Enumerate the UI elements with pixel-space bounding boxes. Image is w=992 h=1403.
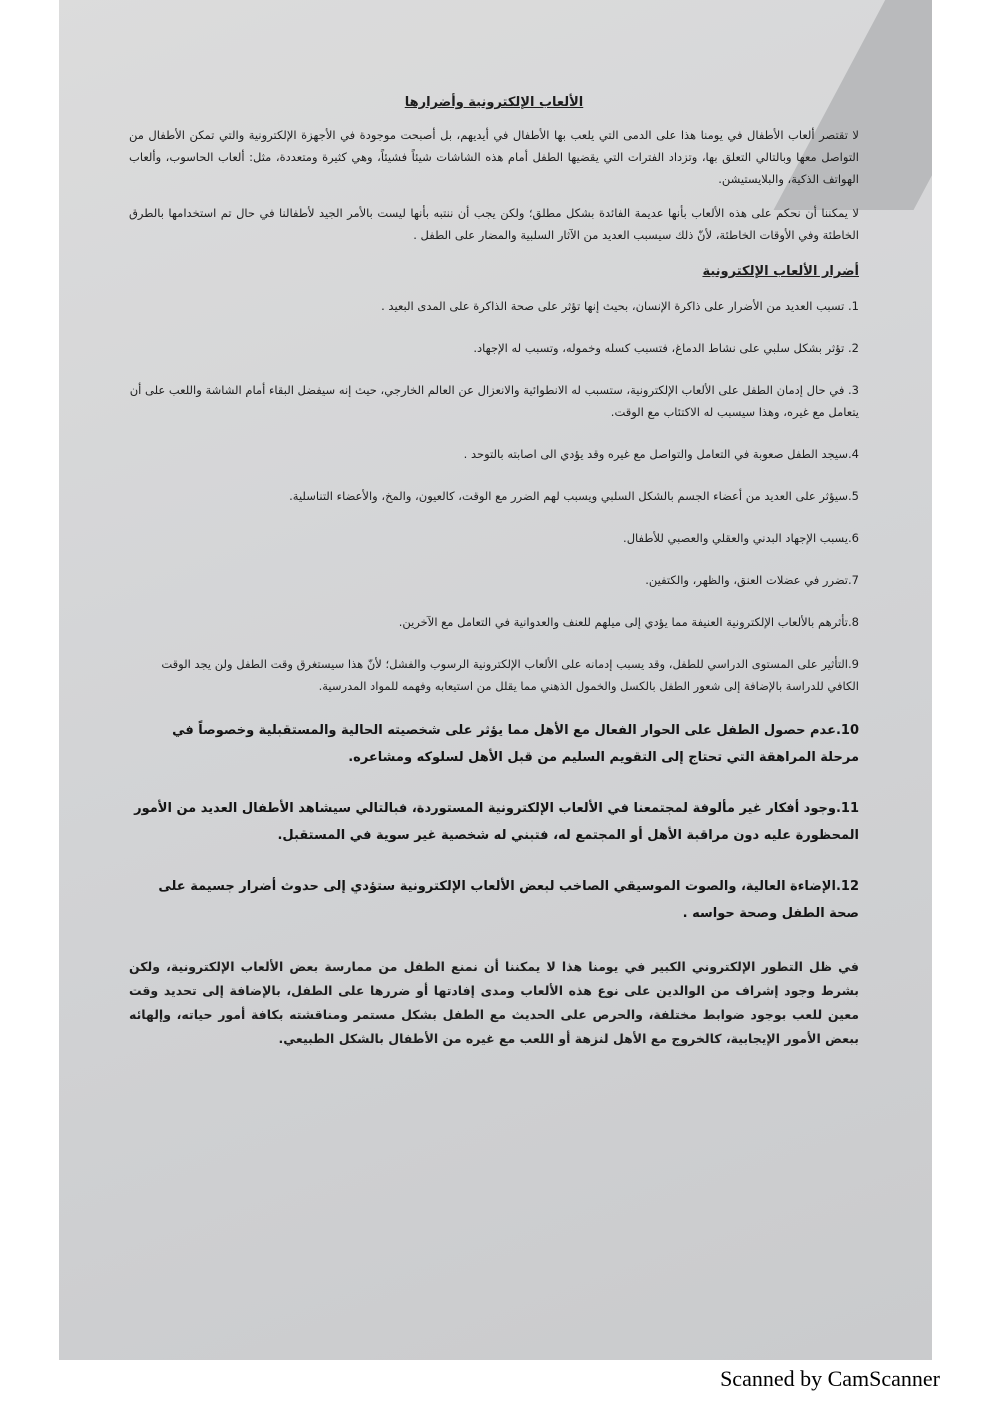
harm-text: سيؤثر على العديد من أعضاء الجسم بالشكل السلبي ويسبب لهم الضرر مع الوقت، كالعيون، والمخ، والأعضاء التناسلية.	[289, 489, 849, 503]
harm-item	[129, 295, 859, 317]
harm-item	[129, 795, 859, 849]
harm-text: عدم حصول الطفل على الحوار الفعال مع الأهل مما يؤثر على شخصيته الحالية والمستقبلية وخصوصاً في مرحلة المراهقة التي تحتاج إلى التقويم السليم من قبل الأهل لسلوكه ومشاعره.	[172, 723, 859, 765]
harm-number: 11.	[835, 801, 859, 816]
harm-item	[129, 569, 859, 591]
harm-number: 2.	[848, 341, 859, 355]
harm-item	[129, 653, 859, 697]
harm-item	[129, 379, 859, 423]
harm-item	[129, 611, 859, 633]
harm-text: وجود أفكار غير مألوفة لمجتمعنا في الألعاب الإلكترونية المستوردة، فبالتالي سيشاهد الأطفال العديد من الأمور المحظورة عليه دون مراقبة الأهل أو المجتمع له، فتبني له شخصية غير سوية في المستقبل.	[134, 801, 859, 843]
intro-paragraph: لا يمكننا أن نحكم على هذه الألعاب بأنها عديمة الفائدة بشكل مطلق؛ ولكن يجب أن ننتبه بأنها ليست بالأمر الجيد لأطفالنا في حال تم استخدامها بالطرق الخاطئة وفي الأوقات الخاطئة، لأنّ ذلك سيسبب العديد من الآثار السلبية والمضار على الطفل .	[129, 206, 859, 242]
harm-text: الإضاءة العالية، والصوت الموسيقي الصاخب لبعض الألعاب الإلكترونية ستؤدي إلى حدوث أضرار جسيمة على صحة الطفل وصحة حواسه .	[158, 879, 859, 921]
scanned-photo	[59, 0, 932, 1360]
harm-item	[129, 485, 859, 507]
harm-text: تؤثر بشكل سلبي على نشاط الدماغ، فتسبب كسله وخموله، وتسبب له الإجهاد.	[473, 341, 845, 355]
harm-text: التأثير على المستوى الدراسي للطفل، وقد يسبب إدمانه على الألعاب الإلكترونية الرسوب والفشل؛ لأنّ هذا سيستغرق وقت الطفل ولن يجد الوقت الكافي للدراسة بالإضافة إلى شعور الطفل بالكسل والخمول الذهني مما يقلل من استيعابه وفهمه للمواد المدرسية.	[161, 657, 859, 693]
camscanner-watermark: Scanned by CamScanner	[720, 1366, 940, 1391]
harm-number: 6.	[848, 531, 859, 545]
document-title: الألعاب الإلكترونية وأضرارها	[404, 95, 584, 110]
harm-number: 10.	[835, 723, 859, 738]
harm-item	[129, 337, 859, 359]
harm-text: سيجد الطفل صعوبة في التعامل والتواصل مع غيره وقد يؤدي الى اصابته بالتوحد .	[463, 447, 849, 461]
harm-number: 1.	[848, 299, 859, 313]
harm-number: 3.	[848, 383, 859, 397]
harm-text: تسبب العديد من الأضرار على ذاكرة الإنسان، بحيث إنها تؤثر على صحة الذاكرة على المدى البعيد .	[381, 299, 845, 313]
intro-paragraph: لا تقتصر ألعاب الأطفال في يومنا هذا على الدمى التي يلعب بها الأطفال في أيديهم، بل أصبحت موجودة في الأجهزة الإلكترونية والتي تمكن الأطفال من التواصل معها وبالتالي التعلق بها، وتزداد الفترات التي يقضيها الطفل أمام هذه الشاشات شيئاً فشيئاً، وهي كثيرة ومتعددة، مثل: ألعاب الحاسوب، وألعاب الهواتف الذكية، والبلايستيشن.	[129, 128, 859, 186]
harm-text: تضرر في عضلات العنق، والظهر، والكتفين.	[645, 573, 849, 587]
harm-item	[129, 873, 859, 927]
harm-number: 7.	[848, 573, 859, 587]
harm-text: يسبب الإجهاد البدني والعقلي والعصبي للأطفال.	[623, 531, 849, 545]
harm-item	[129, 527, 859, 549]
harm-item	[129, 717, 859, 771]
harm-text: تأثرهم بالألعاب الإلكترونية العنيفة مما يؤدي إلى ميلهم للعنف والعدوانية في التعامل مع الآخرين.	[398, 615, 849, 629]
harm-number: 8.	[848, 615, 859, 629]
document-body	[129, 95, 859, 1064]
harm-number: 12.	[835, 879, 859, 894]
harm-number: 9.	[848, 657, 859, 671]
section-title: أضرار الألعاب الإلكترونية	[702, 264, 859, 279]
harm-number: 4.	[848, 447, 859, 461]
conclusion-paragraph: في ظل التطور الإلكتروني الكبير في يومنا هذا لا يمكننا أن نمنع الطفل من ممارسة بعض الألعاب الإلكترونية، ولكن بشرط وجود إشراف من الوالدين على نوع هذه الألعاب ومدى إفادتها أو ضررها على الطفل، بالإضافة إلى تحديد وقت معين للعب بوجود ضوابط مختلفة، والحرص على الحديث مع الطفل بشكل مستمر ومناقشته بكافة أمور حياته، وإلهائه ببعض الأمور الإيجابية، كالخروج مع الأهل لنزهة أو اللعب مع غيره من الأطفال بالشكل الطبيعي.	[129, 959, 859, 1046]
harm-number: 5.	[848, 489, 859, 503]
harm-text: في حال إدمان الطفل على الألعاب الإلكترونية، ستسبب له الانطوائية والانعزال عن العالم الخارجي، حيث إنه سيفضل البقاء أمام الشاشة واللعب على أن يتعامل مع غيره، وهذا سيسبب له الاكتئاب مع الوقت.	[129, 383, 859, 419]
harm-item	[129, 443, 859, 465]
